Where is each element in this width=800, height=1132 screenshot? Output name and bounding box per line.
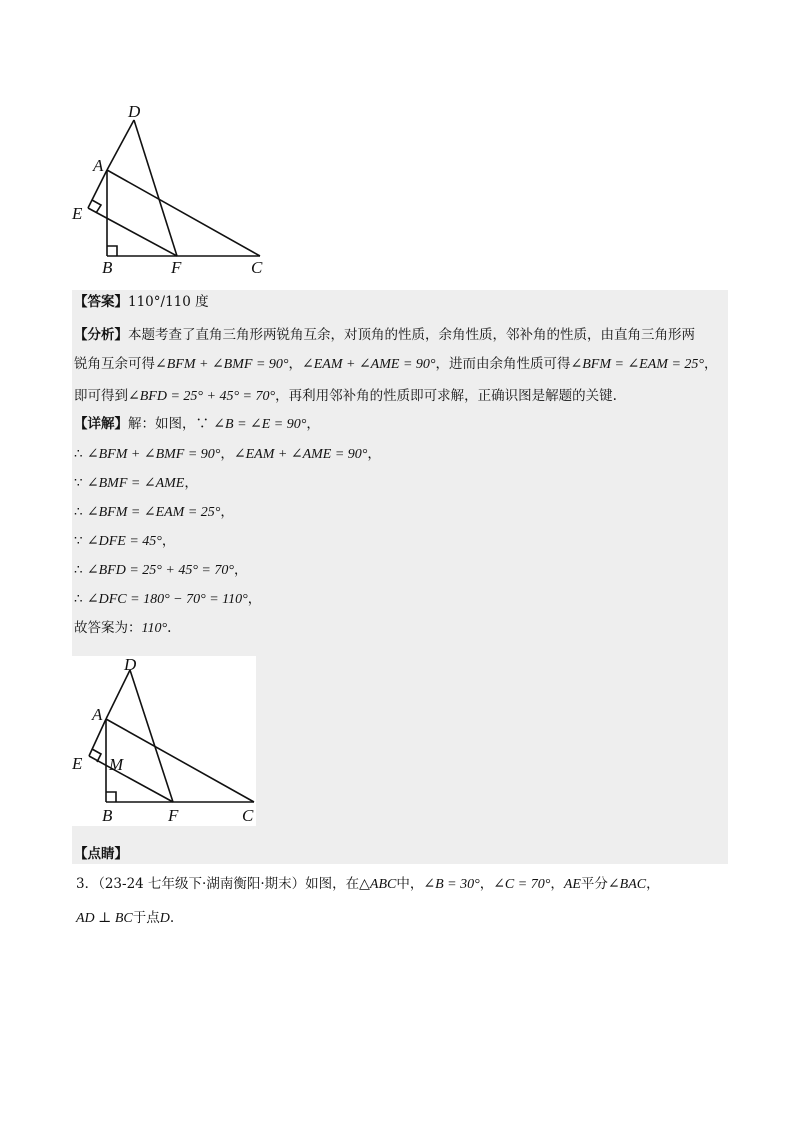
question-end: ， [646,876,660,892]
question-text: 如图，在 [305,876,360,892]
step-sep: ， [220,446,234,462]
comment-line [74,844,128,864]
detail-step-5 [74,560,247,581]
label-C: C [242,806,254,825]
analysis-sep: ， [288,356,302,372]
analysis-text-2a: 锐角互余可得 [74,356,155,372]
question-3-line-2 [76,908,174,929]
step-end: ， [161,533,176,549]
answer-tag: 【答案】 [74,294,128,310]
solution-background-2 [256,656,728,826]
figure-2-svg [72,656,256,826]
analysis-math-1: ∠BFM + ∠BMF = 90° [155,357,289,372]
segment-AE [89,719,106,756]
analysis-line-1 [74,325,695,345]
step-symbol: ∴ [74,562,87,578]
question-math: AE [563,877,581,892]
answer-text: 110°/110 度 [128,294,209,310]
segment-DA [107,120,134,170]
detail-step-1 [74,444,381,465]
conclusion-math: 110° [141,621,168,636]
detail-tag: 【详解】 [74,416,128,432]
analysis-text-2b: ，进而由余角性质可得 [435,356,571,372]
question-3-line-1 [76,874,660,895]
question-text: 中， [396,876,424,892]
detail-intro-end: ， [306,416,320,432]
detail-step-4 [74,531,175,552]
label-F: F [168,806,179,825]
step-math: ∠BFD = 25° + 45° = 70° [86,563,234,578]
question-sep: ， [550,876,564,892]
segment-DA [106,670,130,719]
question-math: ∠BAC [607,877,647,892]
step-end: ， [220,504,234,520]
question-text: 于点 [132,910,160,926]
step-symbol: ∵ [74,475,87,491]
step-symbol: ∵ [74,533,87,549]
step-math: ∠BFM = ∠EAM = 25° [86,505,221,520]
step-math: ∠BFM + ∠BMF = 90° [86,447,221,462]
step-end: ， [367,446,381,462]
label-M: M [109,755,124,774]
figure-1 [60,98,290,278]
step-symbol: ∴ [74,504,87,520]
answer-line [74,292,209,312]
detail-conclusion [74,618,171,639]
segment-AC [106,719,254,802]
question-source: （23-24 七年级下·湖南衡阳·期末） [98,876,306,892]
comment-tag: 【点睛】 [74,846,128,862]
analysis-tag: 【分析】 [74,327,128,343]
question-number: 3． [76,876,99,892]
step-symbol: ∴ [74,591,87,607]
analysis-math-4: ∠BFD = 25° + 45° = 70° [128,389,276,404]
conclusion-end: . [167,620,172,636]
step-end: ， [184,475,198,491]
label-E: E [72,204,83,223]
conclusion-text: 故答案为： [74,620,142,636]
detail-step-2 [74,473,198,494]
question-math: D [159,911,170,926]
analysis-line-3 [74,386,617,407]
step-math: ∠DFE = 45° [86,534,162,549]
figure-2 [72,656,256,826]
analysis-math-3: ∠BFM = ∠EAM = 25° [570,357,704,372]
step-math-2: ∠EAM + ∠AME = 90° [233,447,368,462]
detail-intro [74,414,320,435]
label-B: B [102,806,113,825]
detail-step-6 [74,589,261,610]
right-angle-mark-B [107,246,117,256]
analysis-text-3b: ，再利用邻补角的性质即可求解，正确识图是解题的关键. [275,388,617,404]
solution-background-3 [72,826,728,864]
step-math: ∠BMF = ∠AME [86,476,185,491]
analysis-text-1: 本题考查了直角三角形两锐角互余，对顶角的性质，余角性质，邻补角的性质，由直角三角形两 [128,327,695,343]
label-A: A [92,705,103,724]
label-E: E [72,754,83,773]
analysis-line-2 [74,354,718,375]
question-math: △ABC [359,877,397,892]
question-text: 平分 [580,876,608,892]
detail-step-3 [74,502,234,523]
right-angle-mark-B [106,792,116,802]
detail-intro-math: ∠B = ∠E = 90° [213,417,307,432]
label-D: D [124,656,137,674]
question-end: . [169,910,175,926]
analysis-text-3a: 即可得到 [74,388,128,404]
analysis-math-2: ∠EAM + ∠AME = 90° [302,357,436,372]
detail-intro-text: 解：如图，∵ [128,416,214,432]
label-B: B [102,258,113,277]
question-sep: ， [479,876,494,892]
segment-AC [107,170,260,256]
step-end: ， [247,591,262,607]
label-F: F [171,258,182,277]
question-math: ∠B = 30° [423,877,480,892]
question-math: ∠C = 70° [493,877,551,892]
label-D: D [128,102,141,121]
label-A: A [93,156,104,175]
step-symbol: ∴ [74,446,87,462]
question-math: AD ⊥ BC [76,911,133,926]
analysis-end-2: ， [704,356,718,372]
label-C: C [251,258,263,277]
step-end: ， [233,562,248,578]
figure-1-svg [60,98,290,278]
step-math: ∠DFC = 180° − 70° = 110° [86,592,248,607]
